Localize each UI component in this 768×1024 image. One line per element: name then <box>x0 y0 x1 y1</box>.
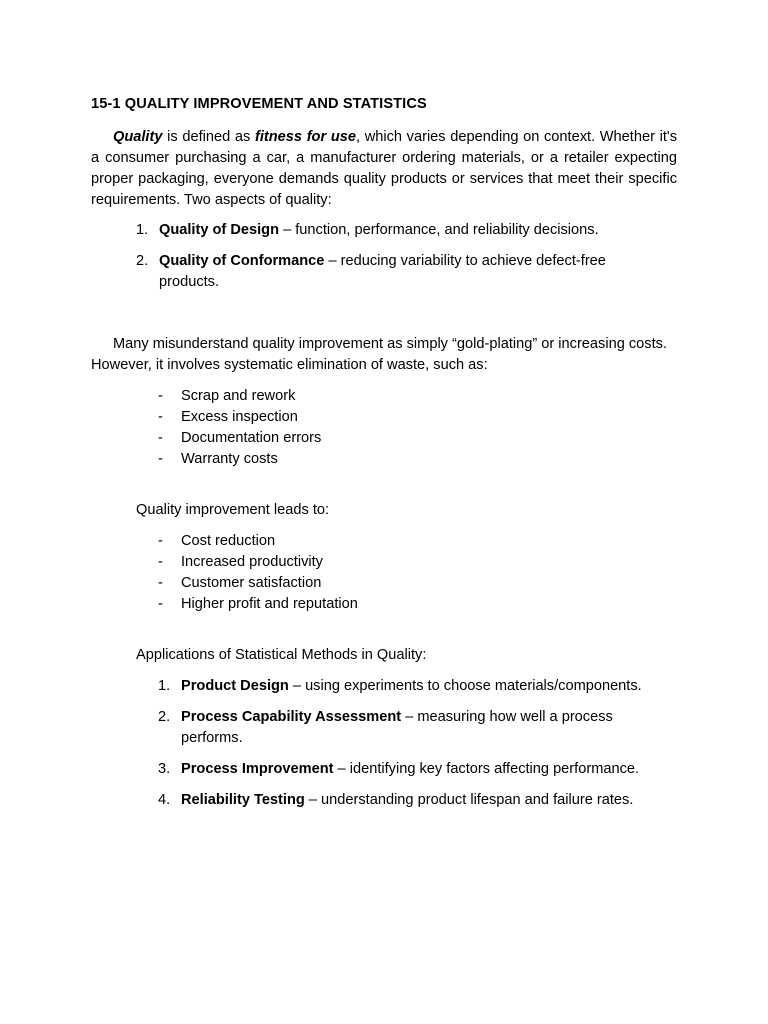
applications-label: Applications of Statistical Methods in Quality: <box>136 647 427 663</box>
benefits-list <box>158 531 558 615</box>
list-dash: - <box>158 596 163 612</box>
term-quality: Quality <box>113 129 163 145</box>
list-text: Warranty costs <box>181 451 278 467</box>
list-desc: – reducing variability to achieve defect-free products. <box>159 253 606 290</box>
applications-list <box>158 676 658 821</box>
term-fitness-for-use: fitness for use <box>254 129 356 145</box>
list-item <box>158 531 558 552</box>
list-item <box>158 573 558 594</box>
list-number: 1. <box>158 678 171 694</box>
intro-text-1: is defined as <box>162 129 255 145</box>
list-text: Increased productivity <box>181 554 323 570</box>
list-desc: – using experiments to choose materials/components. <box>288 678 642 694</box>
list-item <box>158 428 558 449</box>
list-dash: - <box>158 451 163 467</box>
list-dash: - <box>158 388 163 404</box>
list-item <box>158 552 558 573</box>
list-item <box>158 707 658 749</box>
list-desc: – measuring how well a process performs. <box>181 709 613 746</box>
list-text: Excess inspection <box>181 409 298 425</box>
list-item <box>158 790 658 811</box>
list-term: Reliability Testing <box>181 792 305 808</box>
list-text: Higher profit and reputation <box>181 596 358 612</box>
list-number: 2. <box>136 253 149 269</box>
list-item <box>158 676 658 697</box>
list-item <box>158 594 558 615</box>
list-dash: - <box>158 575 163 591</box>
list-term: Product Design <box>181 678 289 694</box>
aspects-list <box>136 220 636 303</box>
list-desc: – function, performance, and reliability decisions. <box>279 222 599 238</box>
list-term: Process Improvement <box>181 761 334 777</box>
list-dash: - <box>158 409 163 425</box>
leads-label: Quality improvement leads to: <box>136 502 330 518</box>
list-number: 1. <box>136 222 149 238</box>
list-desc: – identifying key factors affecting performance. <box>333 761 640 777</box>
list-number: 2. <box>158 709 171 725</box>
list-item <box>158 407 558 428</box>
list-item <box>158 386 558 407</box>
list-item <box>158 759 658 780</box>
list-text: Cost reduction <box>181 533 276 549</box>
intro-text-2: , which varies depending on context. Whether it's a consumer purchasing a car, a manufacturer ordering materials, or a retailer expecting proper packaging, everyone demands quality products or services that meet their specific requirements. Two aspects of quality: <box>91 129 677 208</box>
list-item <box>136 220 636 241</box>
waste-list <box>158 386 558 470</box>
list-term: Quality of Conformance <box>159 253 325 269</box>
list-term: Process Capability Assessment <box>181 709 402 725</box>
intro-paragraph <box>91 127 677 211</box>
list-number: 4. <box>158 792 171 808</box>
list-dash: - <box>158 533 163 549</box>
list-text: Scrap and rework <box>181 388 296 404</box>
list-item <box>158 449 558 470</box>
list-item <box>136 251 636 293</box>
list-term: Quality of Design <box>159 222 280 238</box>
waste-paragraph: Many misunderstand quality improvement as simply “gold-plating” or increasing costs. However, it involves systematic elimination of waste, such as: <box>91 336 667 373</box>
list-text: Documentation errors <box>181 430 322 446</box>
section-title: 15-1 QUALITY IMPROVEMENT AND STATISTICS <box>91 96 427 112</box>
list-text: Customer satisfaction <box>181 575 322 591</box>
list-number: 3. <box>158 761 171 777</box>
list-dash: - <box>158 554 163 570</box>
list-dash: - <box>158 430 163 446</box>
list-desc: – understanding product lifespan and failure rates. <box>304 792 634 808</box>
